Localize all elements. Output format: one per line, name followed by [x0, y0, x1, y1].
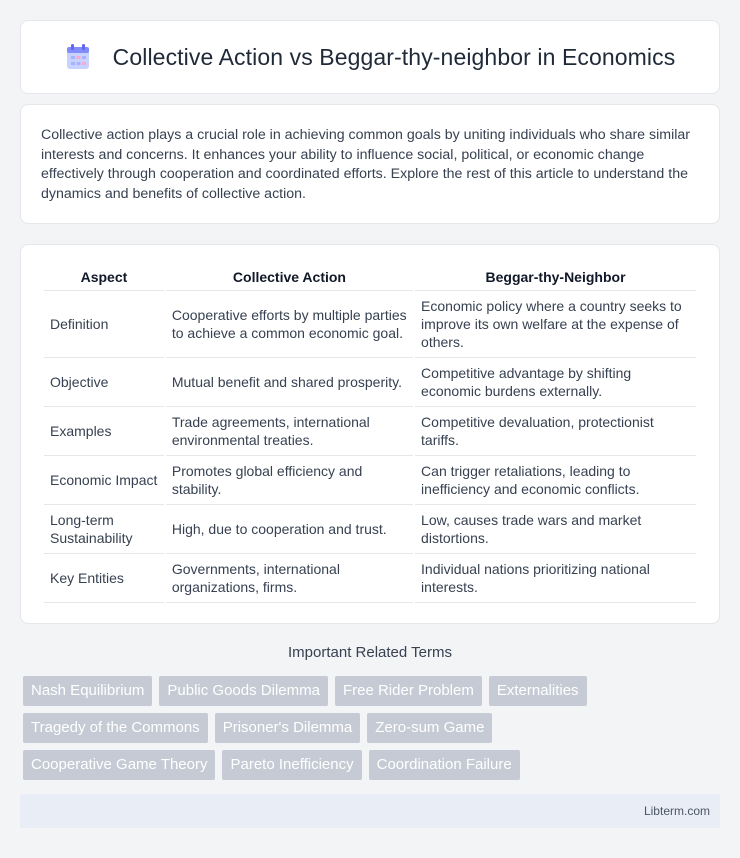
tag-public-goods-dilemma[interactable]: Public Goods Dilemma — [159, 676, 328, 706]
related-terms-heading: Important Related Terms — [288, 644, 452, 661]
cell-aspect: Long-term Sustainability — [44, 505, 164, 554]
table-row — [44, 407, 696, 456]
footer-brand[interactable]: Libterm.com — [643, 804, 710, 818]
comparison-table-card — [20, 244, 720, 624]
tag-coordination-failure[interactable]: Coordination Failure — [369, 750, 520, 780]
cell-beggar-thy-neighbor: Competitive devaluation, protectionist tariffs. — [415, 407, 696, 456]
related-terms-tags — [23, 676, 723, 787]
page-title: Collective Action vs Beggar-thy-neighbor in Economics — [112, 43, 676, 70]
document-icon — [65, 43, 91, 71]
cell-aspect: Examples — [44, 407, 164, 456]
tag-tragedy-of-the-commons[interactable]: Tragedy of the Commons — [23, 713, 208, 743]
tag-row — [23, 676, 723, 706]
table-header-row — [44, 265, 696, 291]
cell-collective-action: Promotes global efficiency and stability. — [166, 456, 413, 505]
cell-aspect: Definition — [44, 291, 164, 358]
tag-free-rider-problem[interactable]: Free Rider Problem — [335, 676, 482, 706]
cell-aspect: Key Entities — [44, 554, 164, 603]
table-row — [44, 358, 696, 407]
tag-nash-equilibrium[interactable]: Nash Equilibrium — [23, 676, 152, 706]
header-collective-action: Collective Action — [166, 265, 413, 291]
tag-row — [23, 750, 723, 780]
cell-beggar-thy-neighbor: Individual nations prioritizing national interests. — [415, 554, 696, 603]
cell-beggar-thy-neighbor: Can trigger retaliations, leading to inefficiency and economic conflicts. — [415, 456, 696, 505]
cell-beggar-thy-neighbor: Economic policy where a country seeks to improve its own welfare at the expense of others. — [415, 291, 696, 358]
header-aspect: Aspect — [44, 265, 164, 291]
cell-collective-action: Trade agreements, international environmental treaties. — [166, 407, 413, 456]
cell-aspect: Economic Impact — [44, 456, 164, 505]
tag-cooperative-game-theory[interactable]: Cooperative Game Theory — [23, 750, 215, 780]
table-row — [44, 291, 696, 358]
cell-collective-action: Cooperative efforts by multiple parties to achieve a common economic goal. — [166, 291, 413, 358]
tag-pareto-inefficiency[interactable]: Pareto Inefficiency — [222, 750, 361, 780]
cell-beggar-thy-neighbor: Low, causes trade wars and market distortions. — [415, 505, 696, 554]
cell-collective-action: High, due to cooperation and trust. — [166, 505, 413, 554]
tag-zero-sum-game[interactable]: Zero-sum Game — [367, 713, 492, 743]
cell-collective-action: Mutual benefit and shared prosperity. — [166, 358, 413, 407]
intro-paragraph: Collective action plays a crucial role in achieving common goals by uniting individuals who share similar interests and concerns. It enhances your ability to influence social, political, or economic change effectively through cooperation and coordinated efforts. Explore the rest of this article to understand the dynamics and benefits of collective action. — [41, 127, 690, 202]
tag-row — [23, 713, 723, 743]
footer — [20, 794, 720, 828]
cell-collective-action: Governments, international organizations, firms. — [166, 554, 413, 603]
tag-externalities[interactable]: Externalities — [489, 676, 587, 706]
comparison-table — [42, 265, 698, 603]
header-beggar-thy-neighbor: Beggar-thy-Neighbor — [415, 265, 696, 291]
table-row — [44, 456, 696, 505]
table-row — [44, 554, 696, 603]
cell-beggar-thy-neighbor: Competitive advantage by shifting economic burdens externally. — [415, 358, 696, 407]
cell-aspect: Objective — [44, 358, 164, 407]
title-wrap — [65, 43, 676, 71]
table-row — [44, 505, 696, 554]
tag-prisoners-dilemma[interactable]: Prisoner's Dilemma — [215, 713, 361, 743]
title-card — [20, 20, 720, 94]
intro-card — [20, 104, 720, 224]
